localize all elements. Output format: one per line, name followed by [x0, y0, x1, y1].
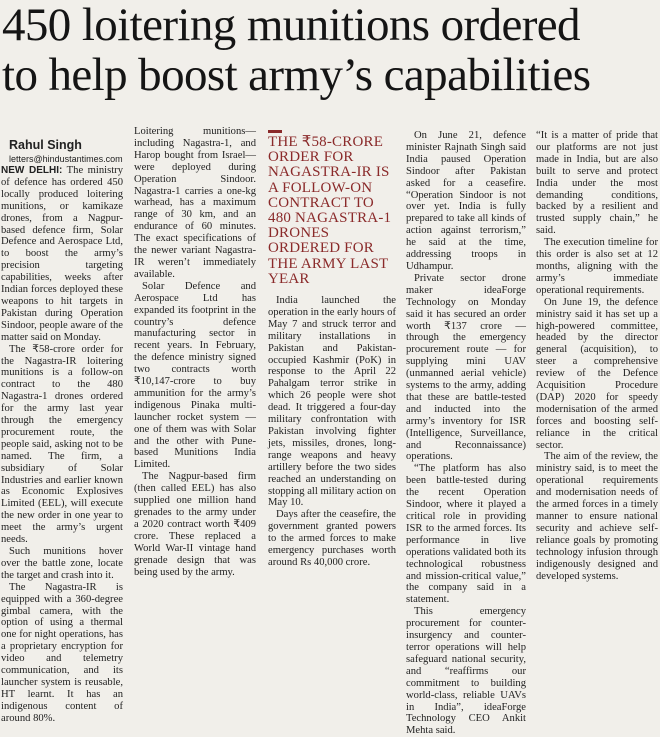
paragraph: Private sector drone maker ideaForge Technology on Monday said it has secured an order worth ₹137 crore — through the emergency procurement route — for supplying mini UAV (unmanned aerial vehicle) systems to the army, adding that these are battle-tested and inducted into the army’s inventory for ISR (Intelligence, Surveillance, and Reconnaissance) operations.: [406, 272, 526, 463]
headline-line-2: to help boost army’s capabilities: [2, 49, 591, 101]
article-column-2: [134, 126, 256, 578]
article-column-5: [536, 130, 658, 582]
byline-email[interactable]: letters@hindustantimes.com: [9, 154, 123, 164]
paragraph: On June 21, defence minister Rajnath Singh said India paused Operation Sindoor after Pakistan asked for a ceasefire. “Operation Sindoor is not over yet. India is fully prepared to take all kinds of action against terrorism,” he said at the time, addressing troops in Udhampur.: [406, 130, 526, 272]
paragraph: “The platform has also been battle-tested during the recent Operation Sindoor, where it played a critical role in providing ISR to the armed forces. Its performance in live operations validated both its technological robustness and mission-critical value,” the company said in a statement.: [406, 463, 526, 606]
paragraph: The execution timeline for this order is also set at 12 months, aligning with the army’s immediate operational requirements.: [536, 237, 658, 296]
paragraph: Days after the ceasefire, the government granted powers to the armed forces to make emergency purchases worth around Rs 40,000 crore.: [268, 509, 396, 568]
paragraph: Loitering munitions—including Nagastra-1, and Harop bought from Israel—were deployed during Operation Sindoor. Nagastra-1 carries a one-kg warhead, has a maximum range of 30 km, and an endurance of 60 minutes. The exact specifications of the newer variant Nagastra-IR weren’t immediately available.: [134, 126, 256, 280]
paragraph: The aim of the review, the ministry said, is to meet the operational requirements and modernisation needs of the armed forces in a timely manner to ensure national security and achieve self-reliance goals by promoting technology infusion through indigenously designed and developed systems.: [536, 451, 658, 582]
dateline: NEW DELHI:: [1, 165, 63, 176]
byline-author: Rahul Singh: [9, 138, 82, 152]
pullquote: THE ₹58-CRORE ORDER FOR NAGASTRA-IR IS A FOLLOW-ON CONTRACT TO 480 NAGASTRA-1 DRONES ORDERED FOR THE ARMY LAST YEAR: [268, 134, 392, 287]
paragraph: NEW DELHI: The ministry of defence has ordered 450 locally produced loitering munitions, or kamikaze drones, from a Nagpur-based defence firm, Solar Defence and Aerospace Ltd, to boost the army’s precision targeting capabilities, weeks after Indian forces deployed these weapons to hit targets in Pakistan during Operation Sindoor, people aware of the matter said on Monday.: [1, 165, 123, 343]
paragraph: The Nagpur-based firm (then called EEL) has also supplied one million hand grenades to the army under a 2020 contract worth ₹409 crore. These replaced a World War-II vintage hand grenade design that was being used by the army.: [134, 471, 256, 578]
paragraph: Such munitions hover over the battle zone, locate the target and crash into it.: [1, 546, 123, 581]
paragraph: “It is a matter of pride that our platforms are not just made in India, but are also built to serve and protect India under the most demanding conditions, backed by a resilient and trusted supply chain,” he said.: [536, 130, 658, 237]
paragraph: The ₹58-crore order for the Nagastra-IR loitering munitions is a follow-on contract to the 480 Nagastra-1 drones ordered for the army last year through the emergency procurement route, the people said, asking not to be named. The firm, a subsidiary of Solar Industries and earlier known as Economic Explosives Limited (EEL), will execute the new order in one year to meet the army’s urgent needs.: [1, 343, 123, 546]
article-column-1: [1, 138, 123, 725]
paragraph: On June 19, the defence ministry said it has set up a high-powered committee, headed by the director general (acquisition), to steer a comprehensive review of the Defence Acquisition Procedure (DAP) 2020 for speedy modernisation of the armed forces and boosting self-reliance in the critical sector.: [536, 296, 658, 451]
article-column-3: [268, 130, 396, 569]
paragraph: This emergency procurement for counter-insurgency and counter-terror operations will help safeguard national security, and “reaffirms our commitment to building world-class, reliable UAVs in India”, ideaForge Technology CEO Ankit Mehta said.: [406, 606, 526, 737]
article-column-4: [406, 130, 526, 737]
paragraph: India launched the operation in the early hours of May 7 and struck terror and military installations in Pakistan and Pakistan-occupied Kashmir (PoK) in response to the April 22 Pahalgam terror strike in which 26 people were shot dead. It triggered a four-day military confrontation with Pakistan involving fighter jets, missiles, drones, long-range weapons and heavy artillery before the two sides reached an understanding on stopping all military action on May 10.: [268, 295, 396, 509]
paragraph: The Nagastra-IR is equipped with a 360-degree gimbal camera, with the option of using a thermal one for night operations, has a proprietary encryption for video and telemetry communication, and its launcher system is reusable, HT learnt. It has an indigenous content of around 80%.: [1, 581, 123, 724]
paragraph: Solar Defence and Aerospace Ltd has expanded its footprint in the country’s defence manufacturing sector in recent years. In February, the defence ministry signed two contracts worth ₹10,147-crore to buy ammunition for the army’s indigenous Pinaka multi-launcher rocket system — one of them was with Solar and the other with Pune-based Munitions India Limited.: [134, 280, 256, 471]
headline: [2, 0, 658, 100]
headline-line-1: 450 loitering munitions ordered: [2, 0, 580, 51]
pullquote-rule: [268, 130, 282, 133]
